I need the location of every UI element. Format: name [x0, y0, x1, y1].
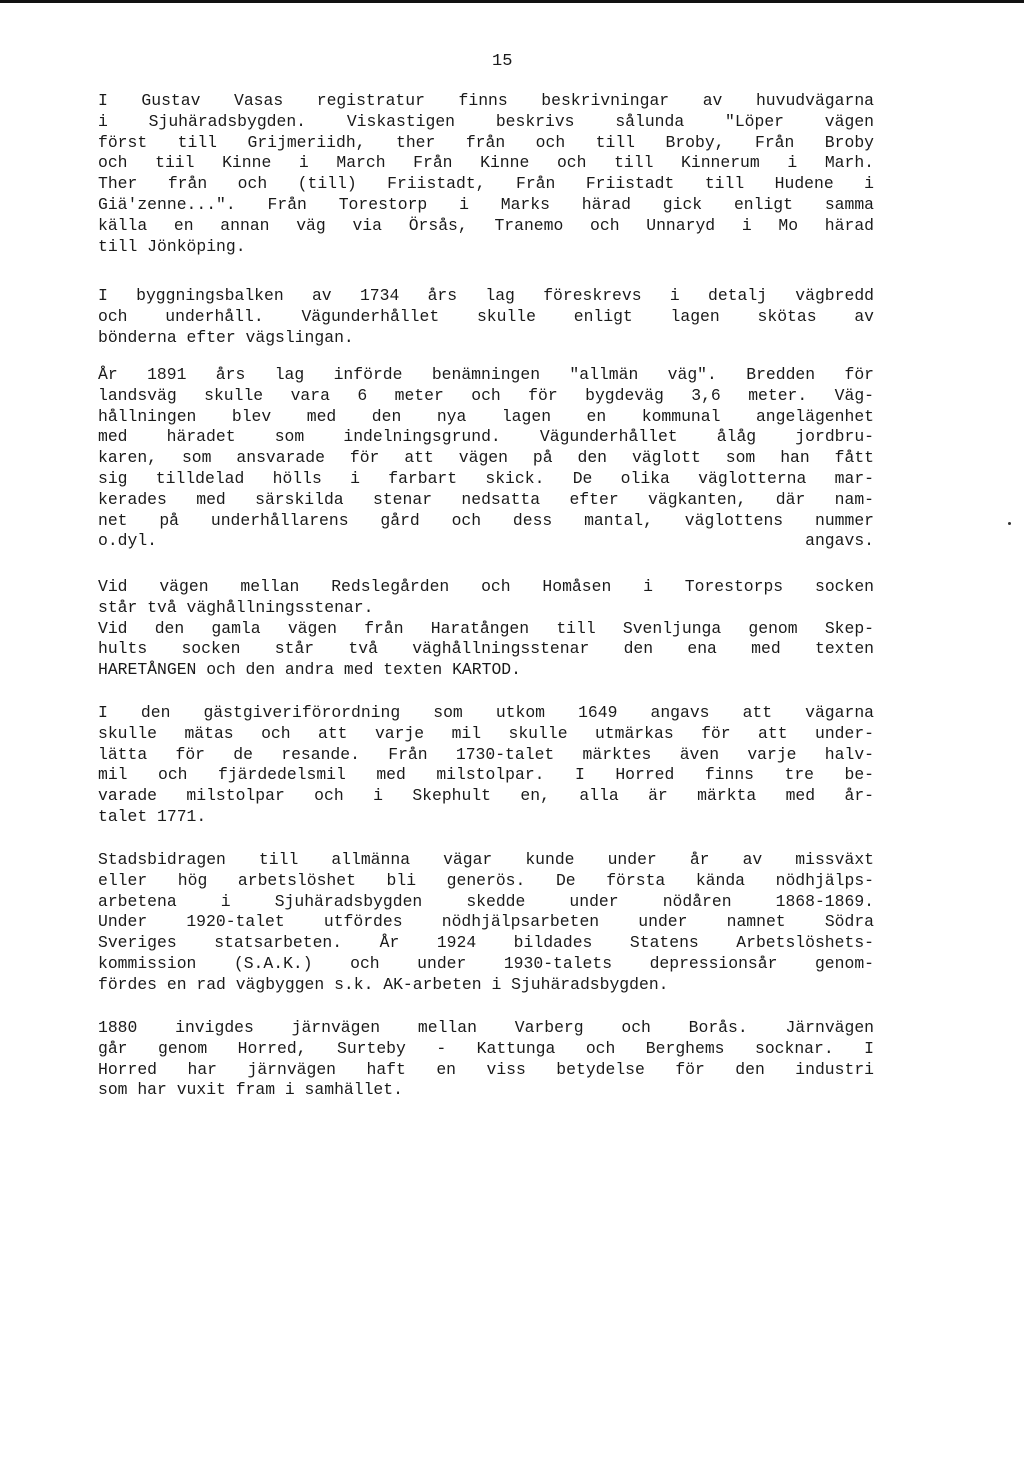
text-line: Sveriges statsarbeten. År 1924 bildades Statens Arbetslöshets-: [98, 933, 874, 953]
text-line: Vid vägen mellan Redslegården och Homåsen i Torestorps socken: [98, 577, 874, 596]
text-line: o.dyl. angavs.: [98, 531, 874, 551]
text-line: med häradet som indelningsgrund. Vägunderhållet ålåg jordbru-: [98, 427, 874, 447]
text-line: kommission (S.A.K.) och under 1930-talets depressionsår genom-: [98, 953, 874, 973]
paragraph-allman-vag-1891: [98, 365, 874, 573]
page-number: 15: [492, 52, 513, 71]
text-line: Under 1920-talet utfördes nödhjälpsarbeten under namnet Södra: [98, 912, 874, 932]
text-line: I byggningsbalken av 1734 års lag föreskrevs i detalj vägbredd: [98, 286, 874, 305]
text-line: HARETÅNGEN och den andra med texten KARTOD.: [98, 660, 521, 680]
text-line: Stadsbidragen till allmänna vägar kunde under år av missväxt: [98, 850, 874, 869]
text-line: arbetena i Sjuhäradsbygden skedde under nödåren 1868-1869.: [98, 891, 874, 911]
text-line: kerades med särskilda stenar nedsatta efter vägkanten, där nam-: [98, 489, 874, 509]
text-line: net på underhållarens gård och dess mantal, väglottens nummer: [98, 510, 874, 530]
text-line: bönderna efter vägslingan.: [98, 327, 354, 347]
paragraph-gustav-vasa-registry: [98, 91, 874, 257]
paragraph-jarnvagen-1880: [98, 1018, 874, 1101]
paragraph-gastgiveriforordning: [98, 703, 874, 828]
text-line: till Jönköping.: [98, 236, 246, 256]
text-line: eller hög arbetslöshet bli generös. De första kända nödhjälps-: [98, 870, 874, 890]
text-line: som har vuxit fram i samhället.: [98, 1080, 403, 1100]
text-line: först till Grijmeriidh, ther från och till Broby, Från Broby: [98, 132, 874, 152]
text-line: skulle mätas och att varje mil skulle utmärkas för att under-: [98, 723, 874, 743]
text-line: Ther från och (till) Friistadt, Från Friistadt till Hudene i: [98, 174, 874, 194]
text-line: talet 1771.: [98, 806, 207, 826]
paragraph-vaghallningsstenar: [98, 577, 874, 681]
text-line: varade milstolpar och i Skephult en, alla är märkta med år-: [98, 786, 874, 806]
text-line: fördes en rad vägbyggen s.k. AK-arbeten i Sjuhäradsbygden.: [98, 974, 669, 994]
text-line: 1880 invigdes järnvägen mellan Varberg och Borås. Järnvägen: [98, 1018, 874, 1037]
text-line: hults socken står två väghållningsstenar den ena med texten: [98, 639, 874, 659]
text-line: [98, 552, 874, 573]
text-line: Vid den gamla vägen från Haratången till Svenljunga genom Skep-: [98, 618, 874, 638]
text-line: Giä'zenne...". Från Torestorp i Marks härad gick enligt samma: [98, 194, 874, 214]
text-line: År 1891 års lag införde benämningen "allmän väg". Bredden för: [98, 365, 874, 384]
text-line: mil och fjärdedelsmil med milstolpar. I Horred finns tre be-: [98, 765, 874, 785]
text-line: går genom Horred, Surteby - Kattunga och Berghems socknar. I: [98, 1038, 874, 1058]
text-line: sig tilldelad hölls i farbart skick. De olika väglotterna mar-: [98, 468, 874, 488]
text-line: källa en annan väg via Örsås, Tranemo och Unnaryd i Mo härad: [98, 215, 874, 235]
text-line: lätta för de resande. Från 1730-talet märktes även varje halv-: [98, 744, 874, 764]
text-line: karen, som ansvarade för att vägen på den väglott som han fått: [98, 448, 874, 468]
text-line: I Gustav Vasas registratur finns beskrivningar av huvudvägarna: [98, 91, 874, 110]
top-edge-rule: [0, 0, 1024, 3]
paragraph-byggningsbalken: [98, 286, 874, 348]
text-line: hållningen blev med den nya lagen en kommunal angelägenhet: [98, 406, 874, 426]
text-line: landsväg skulle vara 6 meter och för bygdeväg 3,6 meter. Väg-: [98, 385, 874, 405]
margin-mark: [1008, 522, 1011, 525]
text-line: står två väghållningsstenar.: [98, 597, 374, 617]
text-line: Horred har järnvägen haft en viss betydelse för den industri: [98, 1059, 874, 1079]
text-line: och tiil Kinne i March Från Kinne och till Kinnerum i Marh.: [98, 153, 874, 173]
text-line: i Sjuhäradsbygden. Viskastigen beskrivs sålunda "Löper vägen: [98, 111, 874, 131]
text-line: I den gästgiveriförordning som utkom 1649 angavs att vägarna: [98, 703, 874, 722]
text-line: och underhåll. Vägunderhållet skulle enligt lagen skötas av: [98, 306, 874, 326]
paragraph-stadsbidragen: [98, 850, 874, 996]
